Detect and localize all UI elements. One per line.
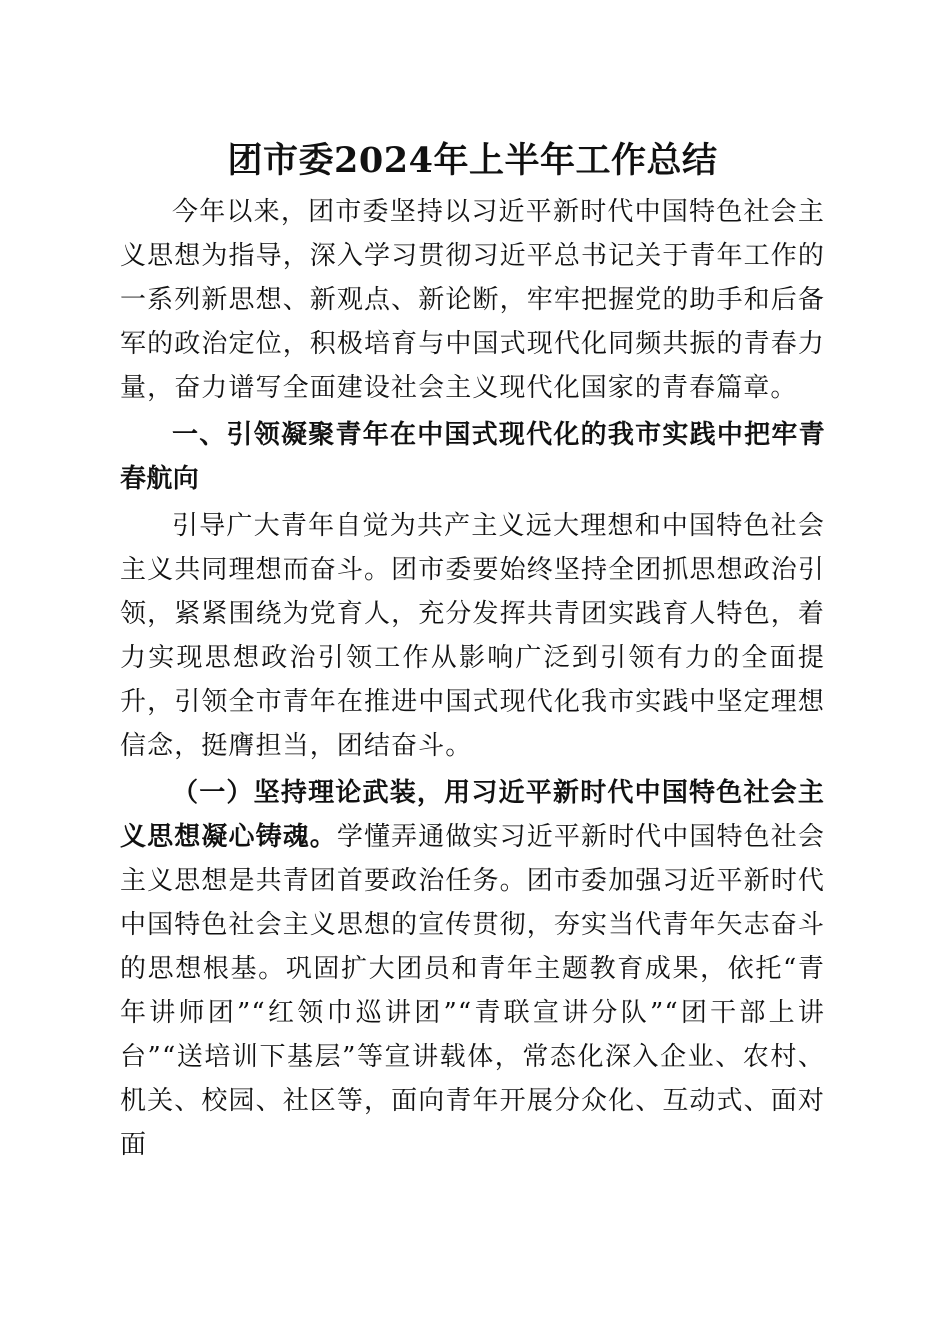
document-title: 团市委2024年上半年工作总结 <box>227 140 718 181</box>
section-1-body: 引导广大青年自觉为共产主义远大理想和中国特色社会主义共同理想而奋斗。团市委要始终坚持全团抓思想政治引领，紧紧围绕为党育人，充分发挥共青团实践育人特色，着力实现思想政治引领工作从影响广泛到引领有力的全面提升，引领全市青年在推进中国式现代化我市实践中坚定理想信念，挺膺担当，团结奋斗。 <box>120 511 825 761</box>
intro-paragraph: 今年以来，团市委坚持以习近平新时代中国特色社会主义思想为指导，深入学习贯彻习近平总书记关于青年工作的一系列新思想、新观点、新论断，牢牢把握党的助手和后备军的政治定位，积极培育与中国式现代化同频共振的青春力量，奋力谱写全面建设社会主义现代化国家的青春篇章。 <box>120 197 825 403</box>
document-page <box>120 132 825 1167</box>
section-1-heading: 一、引领凝聚青年在中国式现代化的我市实践中把牢青春航向 <box>120 420 825 494</box>
subsection-1-paragraph <box>120 771 825 1167</box>
subsection-1-body: 学懂弄通做实习近平新时代中国特色社会主义思想是共青团首要政治任务。团市委加强习近平新时代中国特色社会主义思想的宣传贯彻，夯实当代青年矢志奋斗的思想根基。巩固扩大团员和青年主题教育成果，依托“青年讲师团”“红领巾巡讲团”“青联宣讲分队”“团干部上讲台”“送培训下基层”等宣讲载体，常态化深入企业、农村、机关、校园、社区等，面向青年开展分众化、互动式、面对面 <box>120 822 825 1160</box>
subsection-1-lead: （一）坚持理论武装，用习近平新时代中国特色社会主义思想凝心铸魂。 <box>120 778 825 852</box>
